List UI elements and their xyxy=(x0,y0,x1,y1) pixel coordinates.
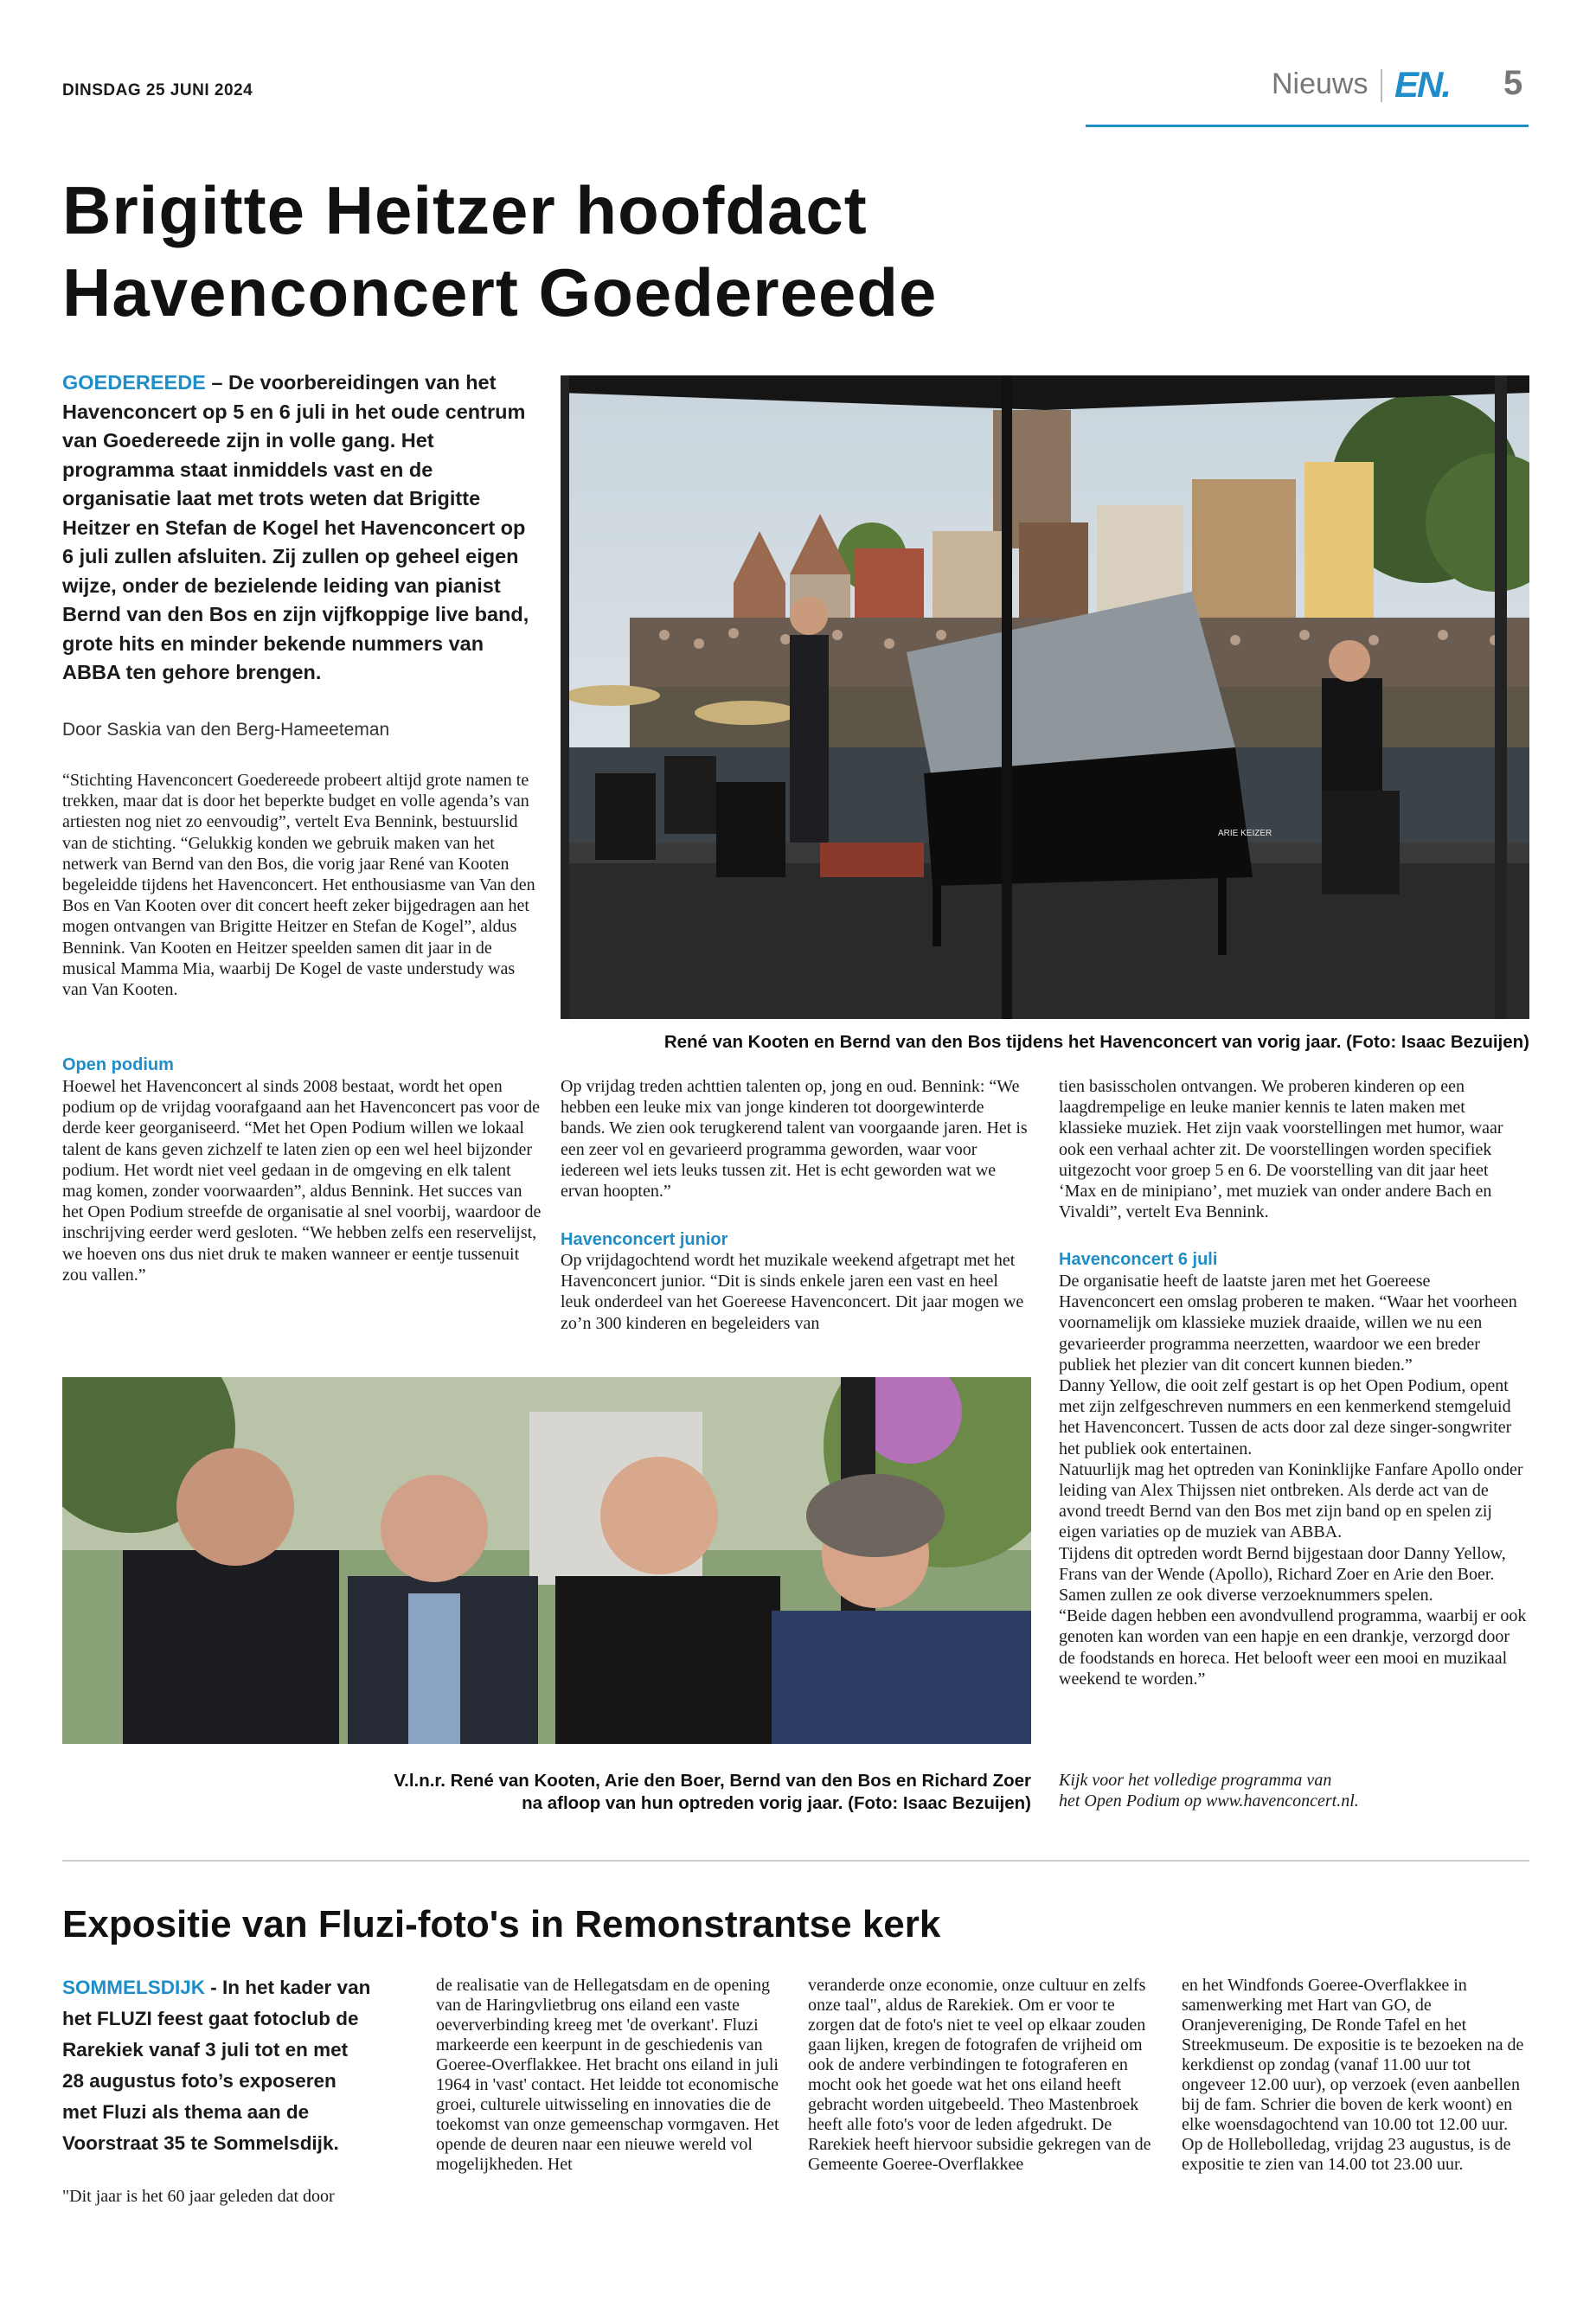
body-paragraph: Hoewel het Havenconcert al sinds 2008 bestaat, wordt het open podium op de vrijdag voorafgaand aan het Havenconcert pas voor de derde keer georganiseerd. “Met het Open Podium willen we lokaal talent de kans geven zichzelf te laten zien op een wel heel bijzonder podium. Het wordt niet veel gedaan in de omgeving en elk talent mag komen, zonder voorwaarden”, aldus Bennink. Het succes van het Open Podium streefde de organisatie al snel voorbij, waardoor de inschrijving eerder werd gesloten. “We hebben zelfs een reservelijst, we hoeven ons dus niet druk te maken wanneer er eentje tussenuit zou vallen.” xyxy=(62,1077,542,1285)
photo-caption: René van Kooten en Bernd van den Bos tijdens het Havenconcert van vorig jaar. (Foto: Isaac Bezuijen) xyxy=(663,1032,1529,1052)
photo-caption: V.l.n.r. René van Kooten, Arie den Boer, Bernd van den Bos en Richard Zoer na afloop van hun optreden vorig jaar. (Foto: Isaac Bezuijen) xyxy=(394,1771,1031,1813)
subheading-6-juli: Havenconcert 6 juli xyxy=(1059,1250,1218,1269)
article-lead: GOEDEREEDE – De voorbereidingen van het Havenconcert op 5 en 6 juli in het oude centrum van Goedereede zijn in volle gang. Het programma staat inmiddels vast en de organisatie laat met trots weten dat Brigitte Heitzer en Stefan de Kogel het Havenconcert op 6 juli zullen afsluiten. Zij zullen op geheel eigen wijze, onder de bezielende leiding van pianist Bernd van den Bos en zijn vijfkoppige live band, grote hits en minder bekende nummers van ABBA ten gehore brengen. xyxy=(62,371,529,683)
header-rule xyxy=(1086,125,1529,127)
newspaper-logo: EN. xyxy=(1394,64,1451,105)
piano-brand-label: ARIE KEIZER xyxy=(1218,829,1272,838)
program-note: Kijk voor het volledige programma van het Open Podium op www.havenconcert.nl. xyxy=(1059,1771,1359,1811)
page-number: 5 xyxy=(1503,64,1523,102)
body-paragraph: tien basisscholen ontvangen. We proberen kinderen op een laagdrempelige en leuke manier kennis te laten maken met klassieke muziek. Het zijn vaak voorstellingen met humor, waar ook een verhaal achter zit. De voorstellingen worden specifiek uitgezocht voor groep 5 en 6. De voorstelling van dit jaar heet ‘Max en de minipiano’, met muziek van onder andere Bach en Vivaldi”, vertelt Eva Bennink. xyxy=(1059,1077,1503,1222)
body-paragraph: en het Windfonds Goeree-Overflakkee in samenwerking met Hart van GO, de Oranjevereniging, De Ronde Tafel en het Streekmuseum. De expositie is te bezoeken na de kerkdienst op zondag (vanaf 11.00 uur tot ongeveer 12.00 uur), op verzoek (even aanbellen bij de fam. Schrier die boven de kerk woont) en elke woensdagochtend van 10.00 tot 12.00 uur. Op de Hollebolledag, vrijdag 23 augustus, is de expositie te zien van 14.00 tot 23.00 uur. xyxy=(1182,1976,1524,2174)
section-label: Nieuws xyxy=(1272,67,1368,100)
article-headline: Brigitte Heitzer hoofdact Havenconcert Goedereede xyxy=(62,172,938,330)
group-photo xyxy=(62,1377,1031,1744)
byline: Door Saskia van den Berg-Hameeteman xyxy=(62,720,390,740)
body-paragraph: Op vrijdag treden achttien talenten op, jong en oud. Bennink: “We hebben een leuke mix van jonge kinderen tot doorgewinterde bands. We zien ook terugkerend talent van voorgaande jaren. Het is een zeer vol en gevarieerd programma geworden, waar voor iedereen wel iets leuks tussen zit. Het is echt geworden wat we ervan hoopten.” xyxy=(561,1077,1028,1202)
body-paragraph: “Stichting Havenconcert Goedereede probeert altijd grote namen te trekken, maar dat is door het beperkte budget en volle agenda’s van artiesten nog niet zo eenvoudig”, vertelt Eva Bennink, bestuurslid van de stichting. “Gelukkig konden we gebruik maken van het netwerk van Bernd van den Bos, die vorig jaar René van Kooten begeleidde tijdens het Havenconcert. Het enthousiasme van Van den Bos en Van Kooten over dit concert heeft zeker bijgedragen aan het mogen ontvangen van Brigitte Heitzer en Stefan de Kogel”, aldus Bennink. Van Kooten en Heitzer speelden samen dit jaar in de musical Mamma Mia, waarbij De Kogel de vaste understudy was van Van Kooten. xyxy=(62,771,535,1000)
article-divider xyxy=(62,1860,1529,1862)
issue-date: DINSDAG 25 JUNI 2024 xyxy=(62,81,253,99)
article-headline: Expositie van Fluzi-foto's in Remonstrantse kerk xyxy=(62,1903,941,1945)
concert-photo xyxy=(561,375,1529,1019)
dateline: SOMMELSDIJK xyxy=(62,1977,206,1998)
subheading-junior: Havenconcert junior xyxy=(561,1230,728,1249)
dateline: GOEDEREEDE xyxy=(62,371,206,394)
body-paragraph: Op vrijdagochtend wordt het muzikale weekend afgetrapt met het Havenconcert junior. “Dit is sinds enkele jaren een vast en heel leuk onderdeel van het Goereese Havenconcert. Dit jaar mogen we zo’n 300 kinderen en begeleiders van xyxy=(561,1251,1024,1333)
subheading-open-podium: Open podium xyxy=(62,1055,174,1074)
header-separator xyxy=(1381,69,1382,102)
body-paragraph: veranderde onze economie, onze cultuur en zelfs onze taal", aldus de Rarekiek. Om er voor te zorgen dat de foto's niet te veel op elkaar zouden gaan lijken, kregen de fotografen de vrijheid om ook de andere verbindingen te fotograferen en mocht ook het goede wat het ons eiland heeft gebracht worden uitgebeeld. Theo Mastenbroek heeft alle foto's voor de leden afgedrukt. De Rarekiek heeft hiervoor subsidie gekregen van de Gemeente Goeree-Overflakkee xyxy=(808,1976,1151,2174)
article-lead: SOMMELSDIJK - In het kader van het FLUZI feest gaat fotoclub de Rarekiek vanaf 3 juli tot en met 28 augustus foto’s exposeren met Fluzi als thema aan de Voorstraat 35 te Sommelsdijk. xyxy=(62,1977,371,2154)
body-paragraph: "Dit jaar is het 60 jaar geleden dat door xyxy=(62,2187,335,2206)
body-paragraph: De organisatie heeft de laatste jaren met het Goereese Havenconcert een omslag proberen te maken. “Waar het voorheen voornamelijk om klassieke muziek draaide, willen we nu een gevarieerder programma neerzetten, waardoor we een breder publiek het plezier van dit concert kunnen bieden.” Danny Yellow, die ooit zelf gestart is op het Open Podium, opent met zijn zelfgeschreven nummers en een kenmerkend stemgeluid het Havenconcert. Tussen de acts door zal deze singer-songwriter het publiek ook entertainen. Natuurlijk mag het optreden van Koninklijke Fanfare Apollo onder leiding van Alex Thijssen niet ontbreken. Als derde act van de avond treedt Bernd van den Bos met zijn band op en spelen zij eigen variaties op de muziek van ABBA. Tijdens dit optreden wordt Bernd bijgestaan door Danny Yellow, Frans van der Wende (Apollo), Richard Zoer en Arie den Boer. Samen zullen ze ook diverse verzoeknummers spelen. “Beide dagen hebben een avondvullend programma, waarbij er ook genoten kan worden van een hapje en een drankje, verzorgd door de foodstands en horeca. Het belooft weer een mooi en muzikaal weekend te worden.” xyxy=(1059,1272,1527,1689)
body-paragraph: de realisatie van de Hellegatsdam en de opening van de Haringvlietbrug ons eiland een vaste oeververbinding kreeg met 'de overkant'. Fluzi markeerde een keerpunt in de geschiedenis van Goeree-Overflakkee. Het bracht ons eiland in juli 1964 in 'vast' contact. Het leidde tot economische groei, culturele uitwisseling en innovaties die de toekomst van onze gemeenschap vormgaven. Het opende de deuren naar een nieuwe wereld vol mogelijkheden. Het xyxy=(436,1976,779,2174)
